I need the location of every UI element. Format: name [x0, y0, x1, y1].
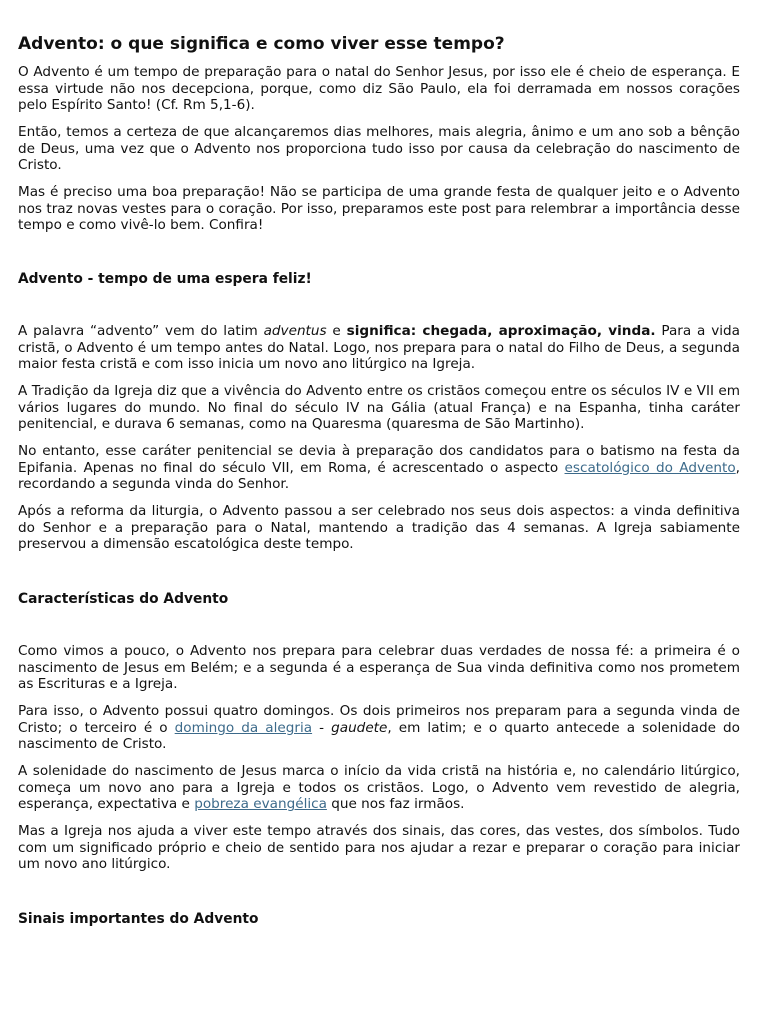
- escatologico-link[interactable]: escatológico do Advento: [564, 459, 736, 476]
- text-run: Para a vida cristã, o Advento é um tempo antes do Natal. Logo, nos prepara para o natal do Filho de Deus, a segunda maior festa cristã e com isso inicia um novo ano litúrgico na Igreja.: [18, 323, 740, 373]
- intro-paragraph-3: Mas é preciso uma boa preparação! Não se participa de uma grande festa de qualquer jeito e o Advento nos traz novas vestes para o coração. Por isso, preparamos este post para relembrar a importância desse tempo e como vivê-lo bem. Confira!: [18, 184, 740, 234]
- section-heading-sinais: Sinais importantes do Advento: [18, 911, 259, 927]
- intro-paragraph-1: O Advento é um tempo de preparação para o natal do Senhor Jesus, por isso ele é cheio de esperança. E essa virtude não nos decepciona, porque, como diz São Paulo, ela foi derramada em nossos corações pelo Espírito Santo! (Cf. Rm 5,1-6).: [18, 64, 740, 114]
- text-run: A palavra “advento” vem do latim: [18, 323, 264, 339]
- text-run: , recordando a segunda vinda do Senhor.: [18, 459, 740, 493]
- text-run: -: [312, 719, 332, 736]
- text-run: que nos faz irmãos.: [326, 796, 465, 813]
- text-run: e: [326, 323, 347, 339]
- page-title: Advento: o que significa e como viver esse tempo?: [18, 34, 505, 54]
- section1-paragraph-3: [18, 443, 740, 493]
- section1-paragraph-2: A Tradição da Igreja diz que a vivência do Advento entre os cristãos começou entre os séculos IV e VII em vários lugares do mundo. No final do século IV na Gália (atual França) e na Espanha, tinha caráter penitencial, e durava 6 semanas, como na Quaresma (quaresma de São Martinho).: [18, 383, 740, 433]
- section-heading-espera: Advento - tempo de uma espera feliz!: [18, 271, 312, 287]
- section2-paragraph-2: [18, 703, 740, 753]
- intro-paragraph-2: Então, temos a certeza de que alcançaremos dias melhores, mais alegria, ânimo e um ano sob a bênção de Deus, uma vez que o Advento nos proporciona tudo isso por causa da celebração do nascimento de Cristo.: [18, 124, 740, 174]
- italic-term: gaudete: [331, 719, 388, 736]
- text-run: , em latim; e o quarto antecede a solenidade do nascimento de Cristo.: [18, 719, 740, 753]
- section2-paragraph-1: Como vimos a pouco, o Advento nos prepara para celebrar duas verdades de nossa fé: a primeira é o nascimento de Jesus em Belém; e a segunda é a esperança de Sua vinda definitiva como nos prometem as Escrituras e a Igreja.: [18, 643, 740, 693]
- bold-definition: significa: chegada, aproximação, vinda.: [346, 323, 656, 339]
- section2-paragraph-4: Mas a Igreja nos ajuda a viver este tempo através dos sinais, das cores, das vestes, dos símbolos. Tudo com um significado próprio e cheio de sentido para nos ajudar a rezar e preparar o coração para iniciar um novo ano litúrgico.: [18, 823, 740, 873]
- section-heading-caracteristicas: Características do Advento: [18, 591, 229, 607]
- text-run: A solenidade do nascimento de Jesus marca o início da vida cristã na história e, no calendário litúrgico, começa um novo ano para a Igreja e todos os cristãos. Logo, o Advento vem revestido de alegria, esperança, expectativa e: [18, 763, 740, 813]
- section2-paragraph-3: [18, 763, 740, 813]
- text-run: Para isso, o Advento possui quatro domingos. Os dois primeiros nos preparam para a segunda vinda de Cristo; o terceiro é o: [18, 703, 740, 736]
- domingo-alegria-link[interactable]: domingo da alegria: [174, 719, 313, 736]
- text-run: No entanto, esse caráter penitencial se devia à preparação dos candidatos para o batismo na festa da Epifania. Apenas no final do século VII, em Roma, é acrescentado o aspecto: [18, 443, 740, 476]
- pobreza-evangelica-link[interactable]: pobreza evangélica: [194, 796, 327, 813]
- italic-term: adventus: [263, 323, 327, 339]
- section1-paragraph-1: [18, 323, 740, 373]
- section1-paragraph-4: Após a reforma da liturgia, o Advento passou a ser celebrado nos seus dois aspectos: a vinda definitiva do Senhor e a preparação para o Natal, mantendo a tradição das 4 semanas. A Igreja sabiamente preservou a dimensão escatológica deste tempo.: [18, 503, 740, 553]
